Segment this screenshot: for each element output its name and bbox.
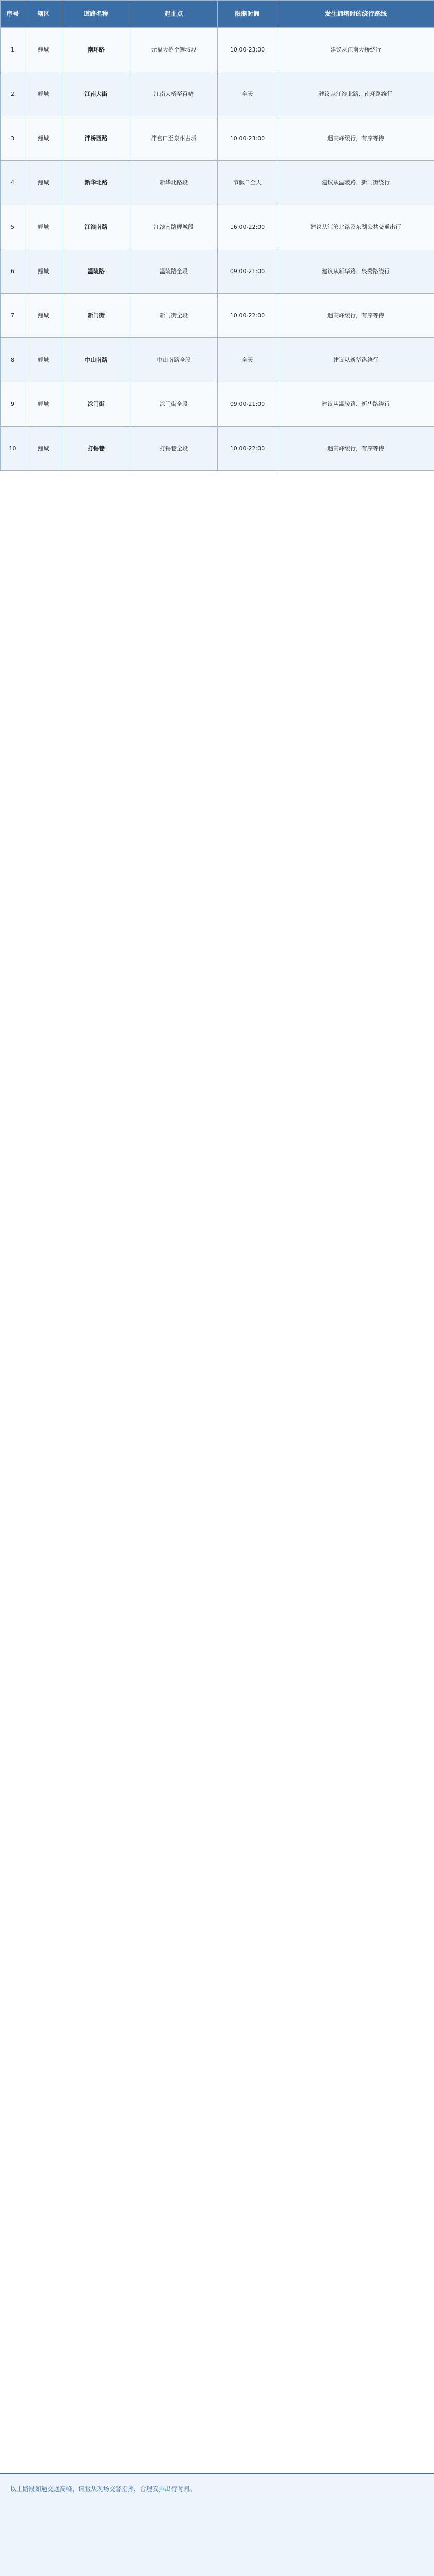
cell-time: 09:00-21:00 (218, 382, 277, 427)
cell-road: 涂门街 (62, 382, 130, 427)
cell-district: 鲤城 (25, 294, 62, 338)
cell-district: 鲤城 (25, 72, 62, 116)
cell-detour: 建议从江滨北路及东湖公共交通出行 (277, 205, 434, 249)
table-row (1, 249, 434, 294)
cell-road: 江滨南路 (62, 205, 130, 249)
cell-district: 鲤城 (25, 205, 62, 249)
cell-time: 10:00-23:00 (218, 116, 277, 161)
cell-time: 10:00-22:00 (218, 294, 277, 338)
table-row (1, 294, 434, 338)
cell-district: 鲤城 (25, 427, 62, 471)
table-row (1, 161, 434, 205)
header-no: 序号 (1, 1, 25, 28)
table-row (1, 338, 434, 382)
cell-road: 温陵路 (62, 249, 130, 294)
cell-section: 涂门街全段 (130, 382, 218, 427)
header-detour: 发生拥堵时的绕行路线 (277, 1, 434, 28)
cell-time: 10:00-23:00 (218, 28, 277, 72)
cell-district: 鲤城 (25, 338, 62, 382)
cell-time: 09:00-21:00 (218, 249, 277, 294)
cell-section: 泮宫口至泉州古城 (130, 116, 218, 161)
cell-road: 打锡巷 (62, 427, 130, 471)
cell-no: 3 (1, 116, 25, 161)
cell-district: 鲤城 (25, 28, 62, 72)
cell-no: 2 (1, 72, 25, 116)
cell-no: 7 (1, 294, 25, 338)
table-row (1, 72, 434, 116)
table-row (1, 205, 434, 249)
footer-note-panel (0, 2473, 434, 2576)
header-section: 起止点 (130, 1, 218, 28)
cell-time: 16:00-22:00 (218, 205, 277, 249)
cell-district: 鲤城 (25, 249, 62, 294)
table-header-row (1, 1, 434, 28)
cell-district: 鲤城 (25, 161, 62, 205)
cell-no: 1 (1, 28, 25, 72)
cell-road: 南环路 (62, 28, 130, 72)
cell-time: 10:00-22:00 (218, 427, 277, 471)
table-row (1, 28, 434, 72)
cell-road: 新门街 (62, 294, 130, 338)
cell-detour: 建议从温陵路、新门街绕行 (277, 161, 434, 205)
cell-detour: 建议从江滨北路、南环路绕行 (277, 72, 434, 116)
cell-road: 泮桥西路 (62, 116, 130, 161)
cell-detour: 遇高峰缓行，有序等待 (277, 116, 434, 161)
cell-road: 新华北路 (62, 161, 130, 205)
cell-no: 6 (1, 249, 25, 294)
cell-section: 元福大桥至鲤城段 (130, 28, 218, 72)
cell-section: 中山南路全段 (130, 338, 218, 382)
cell-no: 10 (1, 427, 25, 471)
table-row (1, 116, 434, 161)
cell-district: 鲤城 (25, 116, 62, 161)
cell-no: 5 (1, 205, 25, 249)
cell-detour: 遇高峰缓行，有序等待 (277, 427, 434, 471)
cell-detour: 建议从新华路、泉秀路绕行 (277, 249, 434, 294)
cell-section: 新门街全段 (130, 294, 218, 338)
header-district: 辖区 (25, 1, 62, 28)
cell-section: 打锡巷全段 (130, 427, 218, 471)
table-row (1, 382, 434, 427)
cell-detour: 建议从江南大桥绕行 (277, 28, 434, 72)
cell-no: 8 (1, 338, 25, 382)
cell-time: 全天 (218, 72, 277, 116)
footer-note: 以上路段如遇交通高峰，请服从现场交警指挥，合理安排出行时间。 (10, 2485, 196, 2493)
header-time: 限制时间 (218, 1, 277, 28)
road-restriction-table (0, 0, 434, 471)
cell-time: 节假日全天 (218, 161, 277, 205)
cell-time: 全天 (218, 338, 277, 382)
cell-no: 4 (1, 161, 25, 205)
cell-section: 江滨南路鲤城段 (130, 205, 218, 249)
table-row (1, 427, 434, 471)
cell-detour: 建议从新华路绕行 (277, 338, 434, 382)
header-road: 道路名称 (62, 1, 130, 28)
cell-section: 江南大桥至百崎 (130, 72, 218, 116)
cell-section: 温陵路全段 (130, 249, 218, 294)
cell-road: 中山南路 (62, 338, 130, 382)
cell-section: 新华北路段 (130, 161, 218, 205)
cell-detour: 遇高峰缓行，有序等待 (277, 294, 434, 338)
cell-detour: 建议从温陵路、新华路绕行 (277, 382, 434, 427)
cell-district: 鲤城 (25, 382, 62, 427)
cell-road: 江南大街 (62, 72, 130, 116)
cell-no: 9 (1, 382, 25, 427)
